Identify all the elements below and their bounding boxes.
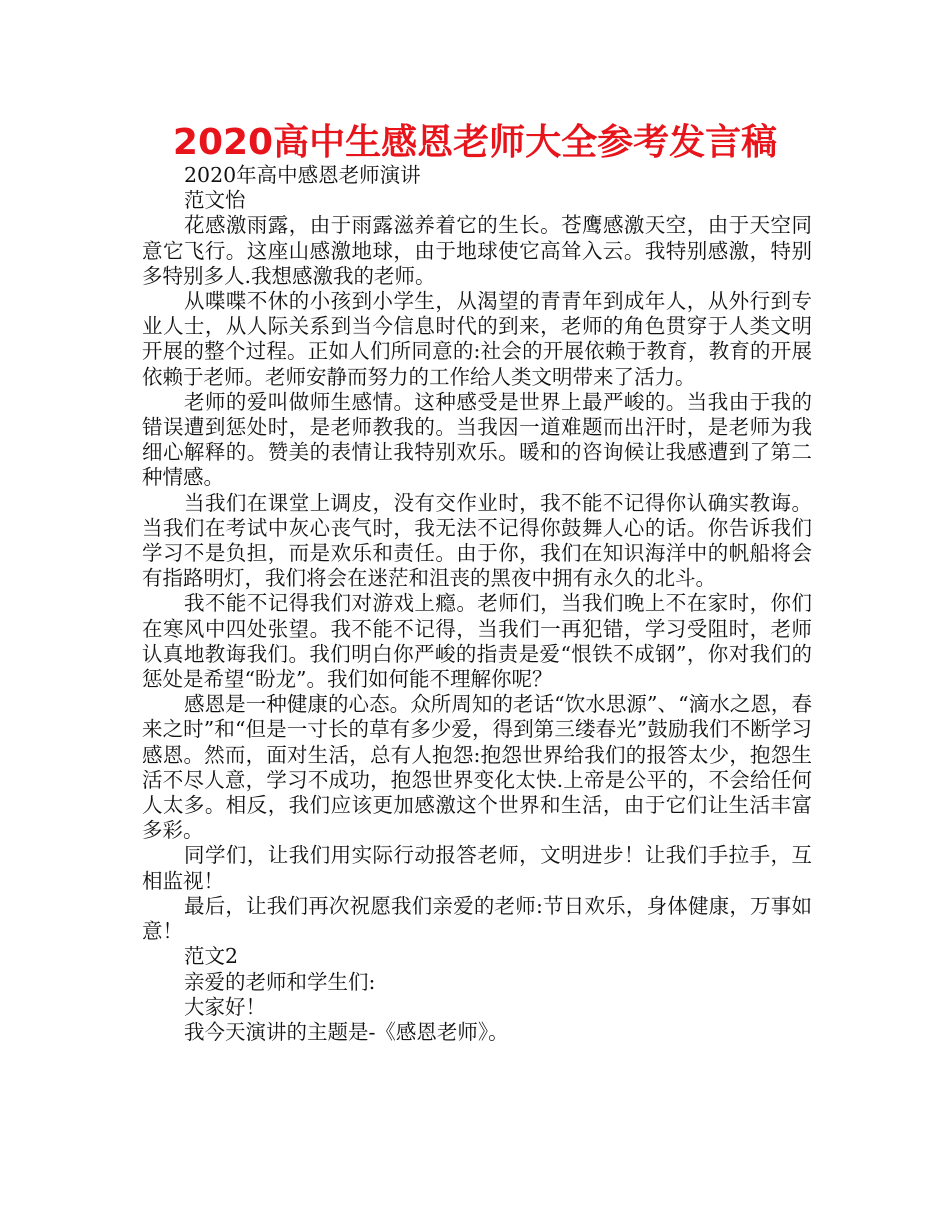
document-title: 2020高中生感恩老师大全参考发言稿 — [172, 122, 778, 163]
sample-1-label: 范文怡 — [184, 188, 246, 213]
paragraph: 花感激雨露，由于雨露滋养着它的生长。苍鹰感激天空，由于天空同意它飞行。这座山感激地球，由于地球使它高耸入云。我特别感激，特别多特别多人.我想感激我的老师。 — [142, 213, 812, 288]
paragraph: 感恩是一种健康的心态。众所周知的老话“饮水思源”、“滴水之恩，春来之时”和“但是一寸长的草有多少爱，得到第三缕春光”鼓励我们不断学习感恩。然而，面对生活，总有人抱怨:抱怨世界给我们的报答太少，抱怨生活不尽人意，学习不成功，抱怨世界变化太快.上帝是公平的，不会给任何人太多。相反，我们应该更加感激这个世界和生活，由于它们让生活丰富多彩。 — [142, 692, 812, 843]
sample-2-label: 范文2 — [184, 944, 239, 969]
paragraph: 我不能不记得我们对游戏上瘾。老师们，当我们晚上不在家时，你们在寒风中四处张望。我不能不记得，当我们一再犯错，学习受阻时，老师认真地教诲我们。我们明白你严峻的指责是爱“恨铁不成钢”，你对我们的惩处是希望“盼龙”。我们如何能不理解你呢？ — [142, 591, 812, 692]
hello-line: 大家好！ — [184, 994, 266, 1019]
paragraph: 最后，让我们再次祝愿我们亲爱的老师:节日欢乐，身体健康，万事如意！ — [142, 893, 812, 944]
paragraph: 同学们，让我们用实际行动报答老师，文明进步！让我们手拉手，互相监视！ — [142, 843, 812, 893]
paragraph: 从喋喋不休的小孩到小学生，从渴望的青青年到成年人，从外行到专业人士，从人际关系到当今信息时代的到来，老师的角色贯穿于人类文明开展的整个过程。正如人们所同意的:社会的开展依赖于教育，教育的开展依赖于老师。老师安静而努力的工作给人类文明带来了活力。 — [142, 289, 812, 389]
speech-subtitle: 2020年高中感恩老师演讲 — [184, 163, 421, 187]
paragraph: 老师的爱叫做师生感情。这种感受是世界上最严峻的。当我由于我的错误遭到惩处时，是老师教我的。当我因一道难题而出汗时，是老师为我细心解释的。赞美的表情让我特别欢乐。暖和的咨询候让我感遭到了第二种情感。 — [142, 389, 812, 490]
document-body — [142, 163, 812, 1045]
paragraph: 当我们在课堂上调皮，没有交作业时，我不能不记得你认确实教诲。当我们在考试中灰心丧气时，我无法不记得你鼓舞人心的话。你告诉我们学习不是负担，而是欢乐和责任。由于你，我们在知识海洋中的帆船将会有指路明灯，我们将会在迷茫和沮丧的黑夜中拥有永久的北斗。 — [142, 490, 812, 591]
topic-line: 我今天演讲的主题是-《感恩老师》。 — [184, 1019, 509, 1044]
greeting-line: 亲爱的老师和学生们: — [184, 969, 376, 994]
